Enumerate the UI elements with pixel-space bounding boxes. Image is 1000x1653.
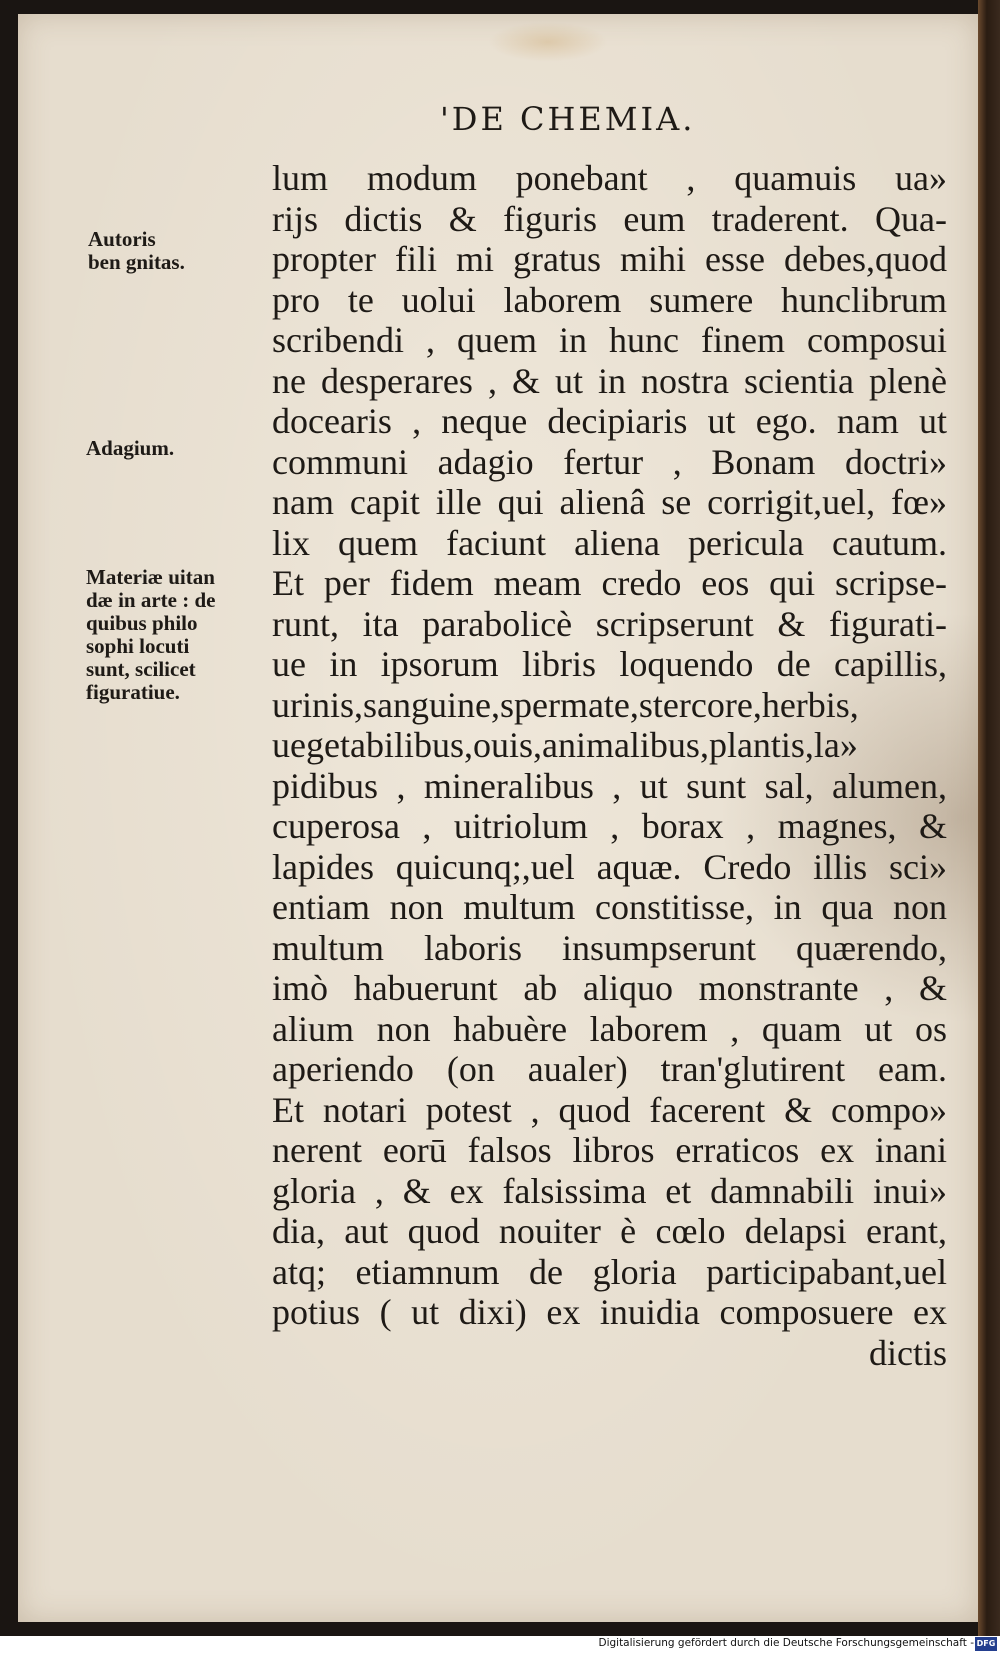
text-line: communi adagio fertur , Bonam doctri» bbox=[272, 441, 947, 482]
catchword: dictis bbox=[869, 1332, 947, 1373]
text-line: docearis , neque decipiaris ut ego. nam ut bbox=[272, 401, 947, 441]
text-line: dia, aut quod nouiter è cœlo delapsi erant, bbox=[272, 1211, 947, 1251]
text-line: lapides quicunq;,uel aquæ. Credo illis sci» bbox=[272, 846, 947, 887]
text-line: rijs dictis & figuris eum traderent. Qua- bbox=[272, 198, 947, 239]
text-line: aperiendo (on aualer) tran'glutirent eam. bbox=[272, 1049, 947, 1089]
margin-note-autoris: Autoris ben gnitas. bbox=[88, 227, 185, 274]
paper-stain bbox=[488, 22, 608, 62]
running-title: 'DE CHEMIA. bbox=[440, 100, 696, 138]
text-line: ne desperares , & ut in nostra scientia plenè bbox=[272, 360, 947, 401]
body-text bbox=[272, 158, 947, 1373]
text-line: gloria , & ex falsissima et damnabili inui» bbox=[272, 1170, 947, 1211]
text-line: pro te uolui laborem sumere hunclibrum bbox=[272, 279, 947, 320]
text-line: multum laboris insumpserunt quærendo, bbox=[272, 927, 947, 968]
margin-note-adagium: Adagium. bbox=[86, 436, 175, 460]
text-line: atq; etiamnum de gloria participabant,uel bbox=[272, 1251, 947, 1292]
text-line: propter fili mi gratus mihi esse debes,quod bbox=[272, 239, 947, 279]
text-line: pidibus , mineralibus , ut sunt sal, alumen, bbox=[272, 765, 947, 806]
margin-note-materiae: Materiæ uitan dæ in arte : de quibus philo sophi locuti sunt, scilicet figuratiue. bbox=[86, 565, 216, 704]
text-line: ue in ipsorum libris loquendo de capillis, bbox=[272, 644, 947, 684]
text-line: cuperosa , uitriolum , borax , magnes, & bbox=[272, 806, 947, 846]
text-line: entiam non multum constitisse, in qua non bbox=[272, 887, 947, 927]
text-line: nerent eorū falsos libros erraticos ex inani bbox=[272, 1130, 947, 1170]
text-line: urinis,sanguine,spermate,stercore,herbis, bbox=[272, 684, 859, 725]
text-line: potius ( ut dixi) ex inuidia composuere ex bbox=[272, 1292, 947, 1332]
text-line: lix quem faciunt aliena pericula cautum. bbox=[272, 522, 947, 563]
text-line: Et per fidem meam credo eos qui scripse- bbox=[272, 563, 947, 603]
text-line: imò habuerunt ab aliquo monstrante , & bbox=[272, 968, 947, 1008]
text-line: lum modum ponebant , quamuis ua» bbox=[272, 158, 947, 198]
text-line: uegetabilibus,ouis,animalibus,plantis,la» bbox=[272, 725, 858, 765]
dfg-logo-icon: DFG bbox=[975, 1637, 997, 1651]
text-line: scribendi , quem in hunc finem composui bbox=[272, 320, 947, 360]
text-line: runt, ita parabolicè scripserunt & figurati- bbox=[272, 603, 947, 644]
text-line: alium non habuère laborem , quam ut os bbox=[272, 1008, 947, 1049]
book-edge bbox=[978, 0, 1000, 1636]
text-line: nam capit ille qui alienâ se corrigit,uel, fœ» bbox=[272, 482, 947, 522]
footer-bar bbox=[0, 1636, 1000, 1653]
text-line: Et notari potest , quod facerent & compo» bbox=[272, 1089, 947, 1130]
funding-credit: Digitalisierung gefördert durch die Deutsche Forschungsgemeinschaft - bbox=[598, 1637, 974, 1649]
